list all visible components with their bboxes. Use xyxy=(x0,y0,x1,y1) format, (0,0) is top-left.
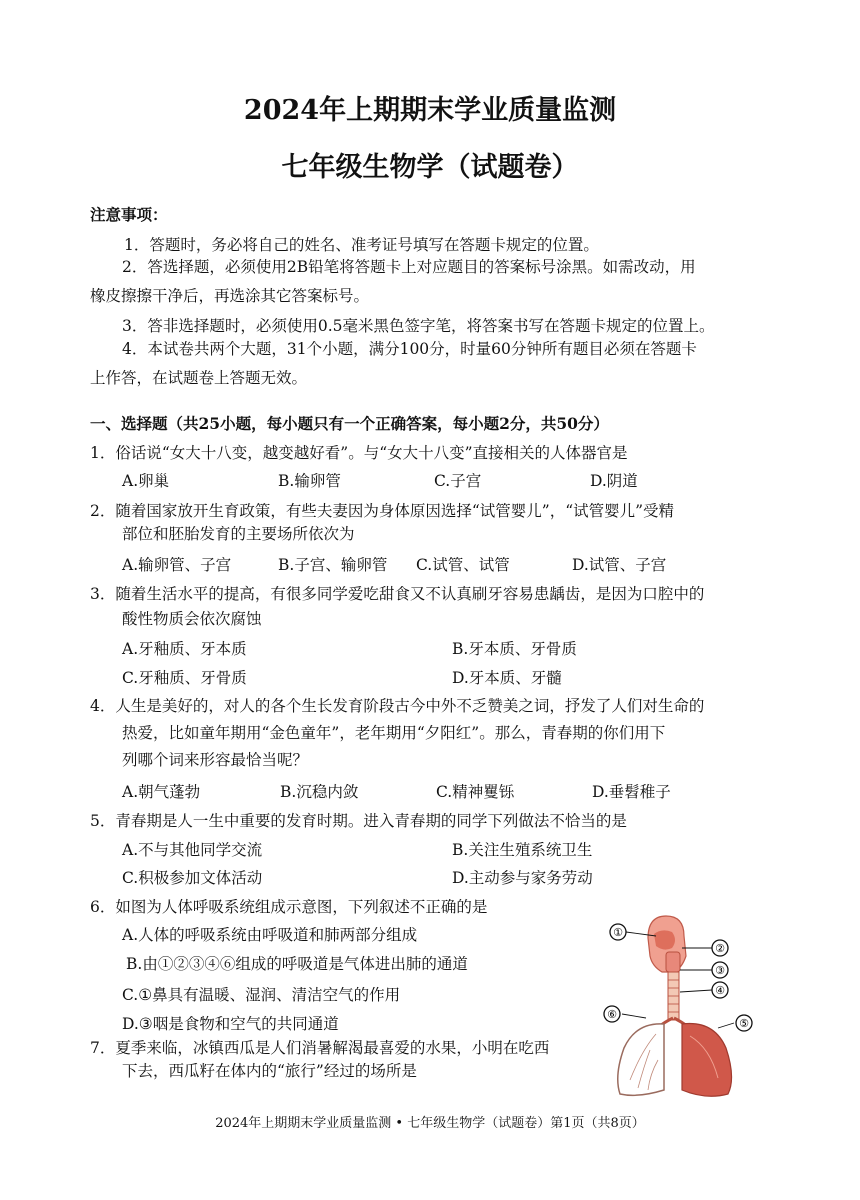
q5-option-b: B.关注生殖系统卫生 xyxy=(452,841,593,859)
right-lung-shape xyxy=(682,1024,732,1097)
q3-option-b: B.牙本质、牙骨质 xyxy=(452,640,577,658)
page-subtitle: 七年级生物学（试题卷） xyxy=(281,152,579,183)
q6-option-b: B.由①②③④⑥组成的呼吸道是气体进出肺的通道 xyxy=(126,955,468,973)
q6-option-a: A.人体的呼吸系统由呼吸道和肺两部分组成 xyxy=(122,926,418,944)
note-1: 1．答题时，务必将自己的姓名、准考证号填写在答题卡规定的位置。 xyxy=(124,236,599,254)
q7-stem-cont: 下去，西瓜籽在体内的“旅行”经过的场所是 xyxy=(122,1062,417,1080)
q2-option-d: D.试管、子宫 xyxy=(572,556,667,574)
q5-option-d: D.主动参与家务劳动 xyxy=(452,869,593,887)
figure-label-3: ③ xyxy=(715,964,725,977)
note-2-cont: 橡皮擦擦干净后，再选涂其它答案标号。 xyxy=(90,287,370,305)
q4-option-b: B.沉稳内敛 xyxy=(280,783,359,801)
q5-stem: 5．青春期是人一生中重要的发育时期。进入青春期的同学下列做法不恰当的是 xyxy=(90,812,627,830)
larynx-shape xyxy=(666,952,680,972)
figure-label-4: ④ xyxy=(715,984,725,997)
q4-stem: 4．人生是美好的，对人的各个生长发育阶段古今中外不乏赞美之词，抒发了人们对生命的 xyxy=(90,697,705,715)
q6-option-d: D.③咽是食物和空气的共同通道 xyxy=(122,1015,339,1033)
q7-stem: 7．夏季来临，冰镇西瓜是人们消暑解渴最喜爱的水果，小明在吃西 xyxy=(90,1039,550,1057)
q4-stem-cont-1: 热爱，比如童年期用“金色童年”，老年期用“夕阳红”。那么，青春期的你们用下 xyxy=(122,724,666,742)
q3-option-c: C.牙釉质、牙骨质 xyxy=(122,669,247,687)
q6-option-c: C.①鼻具有温暖、湿润、清洁空气的作用 xyxy=(122,986,401,1004)
note-4-cont: 上作答，在试题卷上答题无效。 xyxy=(90,369,308,387)
q3-option-d: D.牙本质、牙髓 xyxy=(452,669,562,687)
page-title: 2024年上期期末学业质量监测 xyxy=(243,95,617,126)
q1-option-a: A.卵巢 xyxy=(122,472,170,490)
figure-label-6: ⑥ xyxy=(607,1008,617,1021)
q3-stem-cont: 酸性物质会依次腐蚀 xyxy=(122,610,262,628)
page-footer: 2024年上期期末学业质量监测 • 七年级生物学（试题卷）第1页（共8页） xyxy=(215,1116,645,1131)
q1-option-d: D.阴道 xyxy=(590,472,638,490)
q5-option-a: A.不与其他同学交流 xyxy=(122,841,263,859)
note-4: 4．本试卷共两个大题，31个小题，满分100分，时量60分钟所有题目必须在答题卡 xyxy=(122,340,697,358)
left-lung-shape xyxy=(618,1024,664,1095)
q1-option-b: B.输卵管 xyxy=(278,472,341,490)
notes-heading: 注意事项： xyxy=(90,205,168,224)
figure-label-1: ① xyxy=(613,926,623,939)
q2-stem-cont: 部位和胚胎发育的主要场所依次为 xyxy=(122,525,355,543)
section-heading: 一、选择题（共25小题，每小题只有一个正确答案，每小题2分，共50分） xyxy=(90,414,609,433)
q4-option-c: C.精神矍铄 xyxy=(436,783,515,801)
q5-option-c: C.积极参加文体活动 xyxy=(122,869,263,887)
q3-option-a: A.牙釉质、牙本质 xyxy=(122,640,247,658)
q4-stem-cont-2: 列哪个词来形容最恰当呢？ xyxy=(122,751,309,769)
q2-option-c: C.试管、试管 xyxy=(416,556,510,574)
q2-stem: 2．随着国家放开生育政策，有些夫妻因为身体原因选择“试管婴儿”，“试管婴儿”受精 xyxy=(90,502,675,520)
figure-label-5: ⑤ xyxy=(739,1017,749,1030)
note-3: 3．答非选择题时，必须使用0.5毫米黑色签字笔，将答案书写在答题卡规定的位置上。 xyxy=(122,317,715,335)
respiratory-system-figure xyxy=(586,910,786,1100)
q1-option-c: C.子宫 xyxy=(434,472,482,490)
q4-option-d: D.垂髫稚子 xyxy=(592,783,671,801)
q1-stem: 1．俗话说“女大十八变，越变越好看”。与“女大十八变”直接相关的人体器官是 xyxy=(90,444,628,462)
q2-option-b: B.子宫、输卵管 xyxy=(278,556,388,574)
note-2: 2．答选择题，必须使用2B铅笔将答题卡上对应题目的答案标号涂黑。如需改动，用 xyxy=(122,258,696,276)
figure-label-2: ② xyxy=(715,942,725,955)
q3-stem: 3．随着生活水平的提高，有很多同学爱吃甜食又不认真刷牙容易患龋齿，是因为口腔中的 xyxy=(90,585,705,603)
q4-option-a: A.朝气蓬勃 xyxy=(122,783,201,801)
q6-stem: 6．如图为人体呼吸系统组成示意图，下列叙述不正确的是 xyxy=(90,898,488,916)
q2-option-a: A.输卵管、子宫 xyxy=(122,556,232,574)
